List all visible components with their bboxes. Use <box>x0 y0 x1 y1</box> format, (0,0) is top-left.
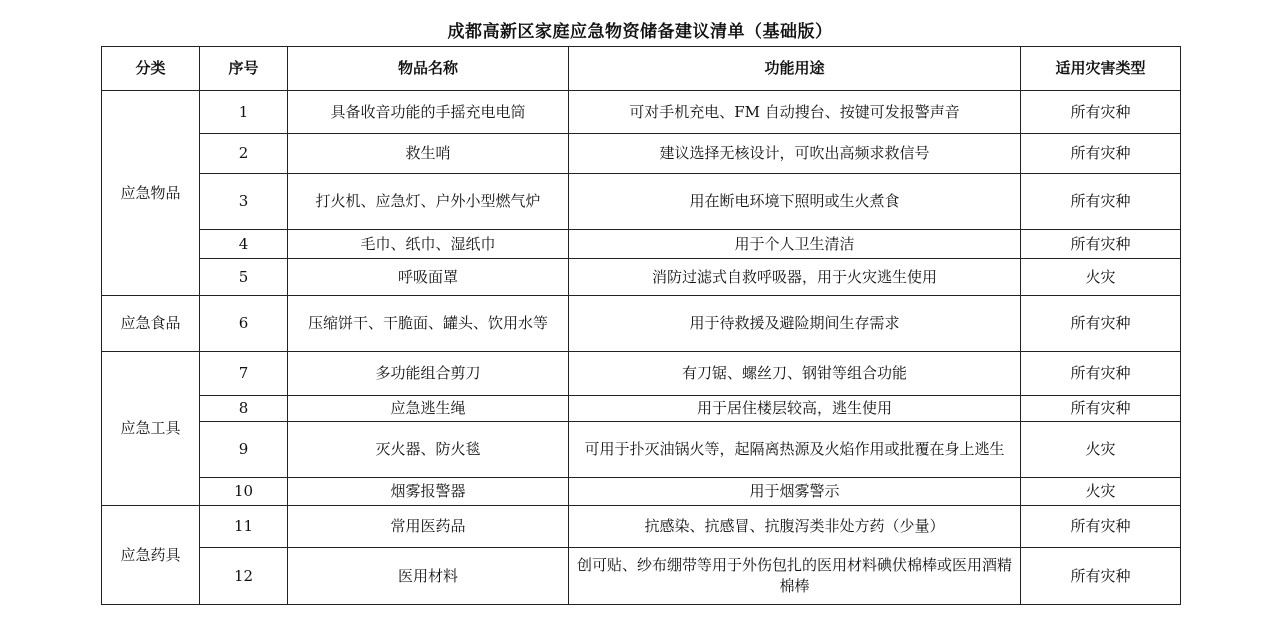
item-use: 有刀锯、螺丝刀、钢钳等组合功能 <box>569 352 1021 396</box>
item-name: 烟雾报警器 <box>288 478 569 506</box>
item-use: 消防过滤式自救呼吸器，用于火灾逃生使用 <box>569 259 1021 296</box>
item-name: 呼吸面罩 <box>288 259 569 296</box>
item-use: 创可贴、纱布绷带等用于外伤包扎的医用材料碘伏棉棒或医用酒精棉棒 <box>569 548 1021 605</box>
item-use: 抗感染、抗感冒、抗腹泻类非处方药（少量） <box>569 506 1021 548</box>
item-use: 用于烟雾警示 <box>569 478 1021 506</box>
disaster-type: 所有灾种 <box>1021 174 1181 230</box>
item-name: 多功能组合剪刀 <box>288 352 569 396</box>
disaster-type: 所有灾种 <box>1021 352 1181 396</box>
document-title: 成都高新区家庭应急物资储备建议清单（基础版） <box>447 22 833 42</box>
category-cell: 应急药具 <box>102 506 200 605</box>
header-item-name: 物品名称 <box>288 47 569 91</box>
header-category: 分类 <box>102 47 200 91</box>
item-use: 用在断电环境下照明或生火煮食 <box>569 174 1021 230</box>
item-name: 具备收音功能的手摇充电电筒 <box>288 91 569 134</box>
item-use: 用于待救援及避险期间生存需求 <box>569 296 1021 352</box>
item-name: 压缩饼干、干脆面、罐头、饮用水等 <box>288 296 569 352</box>
table-row <box>102 548 1181 605</box>
row-number: 3 <box>200 174 288 230</box>
disaster-type: 所有灾种 <box>1021 230 1181 259</box>
item-use: 可用于扑灭油锅火等，起隔离热源及火焰作用或批覆在身上逃生 <box>569 422 1021 478</box>
item-name: 救生哨 <box>288 134 569 174</box>
header-number: 序号 <box>200 47 288 91</box>
table-row <box>102 506 1181 548</box>
disaster-type: 火灾 <box>1021 478 1181 506</box>
header-disaster-type: 适用灾害类型 <box>1021 47 1181 91</box>
item-use: 用于居住楼层较高，逃生使用 <box>569 396 1021 422</box>
item-name: 医用材料 <box>288 548 569 605</box>
table-row <box>102 174 1181 230</box>
disaster-type: 火灾 <box>1021 259 1181 296</box>
table-row <box>102 91 1181 134</box>
disaster-type: 所有灾种 <box>1021 506 1181 548</box>
disaster-type: 所有灾种 <box>1021 91 1181 134</box>
table-row <box>102 230 1181 259</box>
row-number: 9 <box>200 422 288 478</box>
table-header-row <box>102 47 1181 91</box>
item-use: 用于个人卫生清洁 <box>569 230 1021 259</box>
disaster-type: 所有灾种 <box>1021 548 1181 605</box>
row-number: 12 <box>200 548 288 605</box>
item-name: 毛巾、纸巾、湿纸巾 <box>288 230 569 259</box>
row-number: 6 <box>200 296 288 352</box>
item-name: 应急逃生绳 <box>288 396 569 422</box>
row-number: 4 <box>200 230 288 259</box>
item-name: 打火机、应急灯、户外小型燃气炉 <box>288 174 569 230</box>
item-name: 灭火器、防火毯 <box>288 422 569 478</box>
disaster-type: 所有灾种 <box>1021 296 1181 352</box>
table-row <box>102 134 1181 174</box>
header-function: 功能用途 <box>569 47 1021 91</box>
category-cell: 应急食品 <box>102 296 200 352</box>
table-row <box>102 296 1181 352</box>
item-use: 可对手机充电、FM 自动搜台、按键可发报警声音 <box>569 91 1021 134</box>
disaster-type: 所有灾种 <box>1021 396 1181 422</box>
row-number: 7 <box>200 352 288 396</box>
row-number: 2 <box>200 134 288 174</box>
category-cell: 应急物品 <box>102 91 200 296</box>
row-number: 10 <box>200 478 288 506</box>
category-cell: 应急工具 <box>102 352 200 506</box>
item-use: 建议选择无核设计，可吹出高频求救信号 <box>569 134 1021 174</box>
disaster-type: 所有灾种 <box>1021 134 1181 174</box>
table-row <box>102 396 1181 422</box>
row-number: 5 <box>200 259 288 296</box>
table-row <box>102 259 1181 296</box>
disaster-type: 火灾 <box>1021 422 1181 478</box>
row-number: 8 <box>200 396 288 422</box>
row-number: 1 <box>200 91 288 134</box>
item-name: 常用医药品 <box>288 506 569 548</box>
table-row <box>102 478 1181 506</box>
table-row <box>102 352 1181 396</box>
emergency-supplies-table <box>101 46 1181 605</box>
table-row <box>102 422 1181 478</box>
row-number: 11 <box>200 506 288 548</box>
